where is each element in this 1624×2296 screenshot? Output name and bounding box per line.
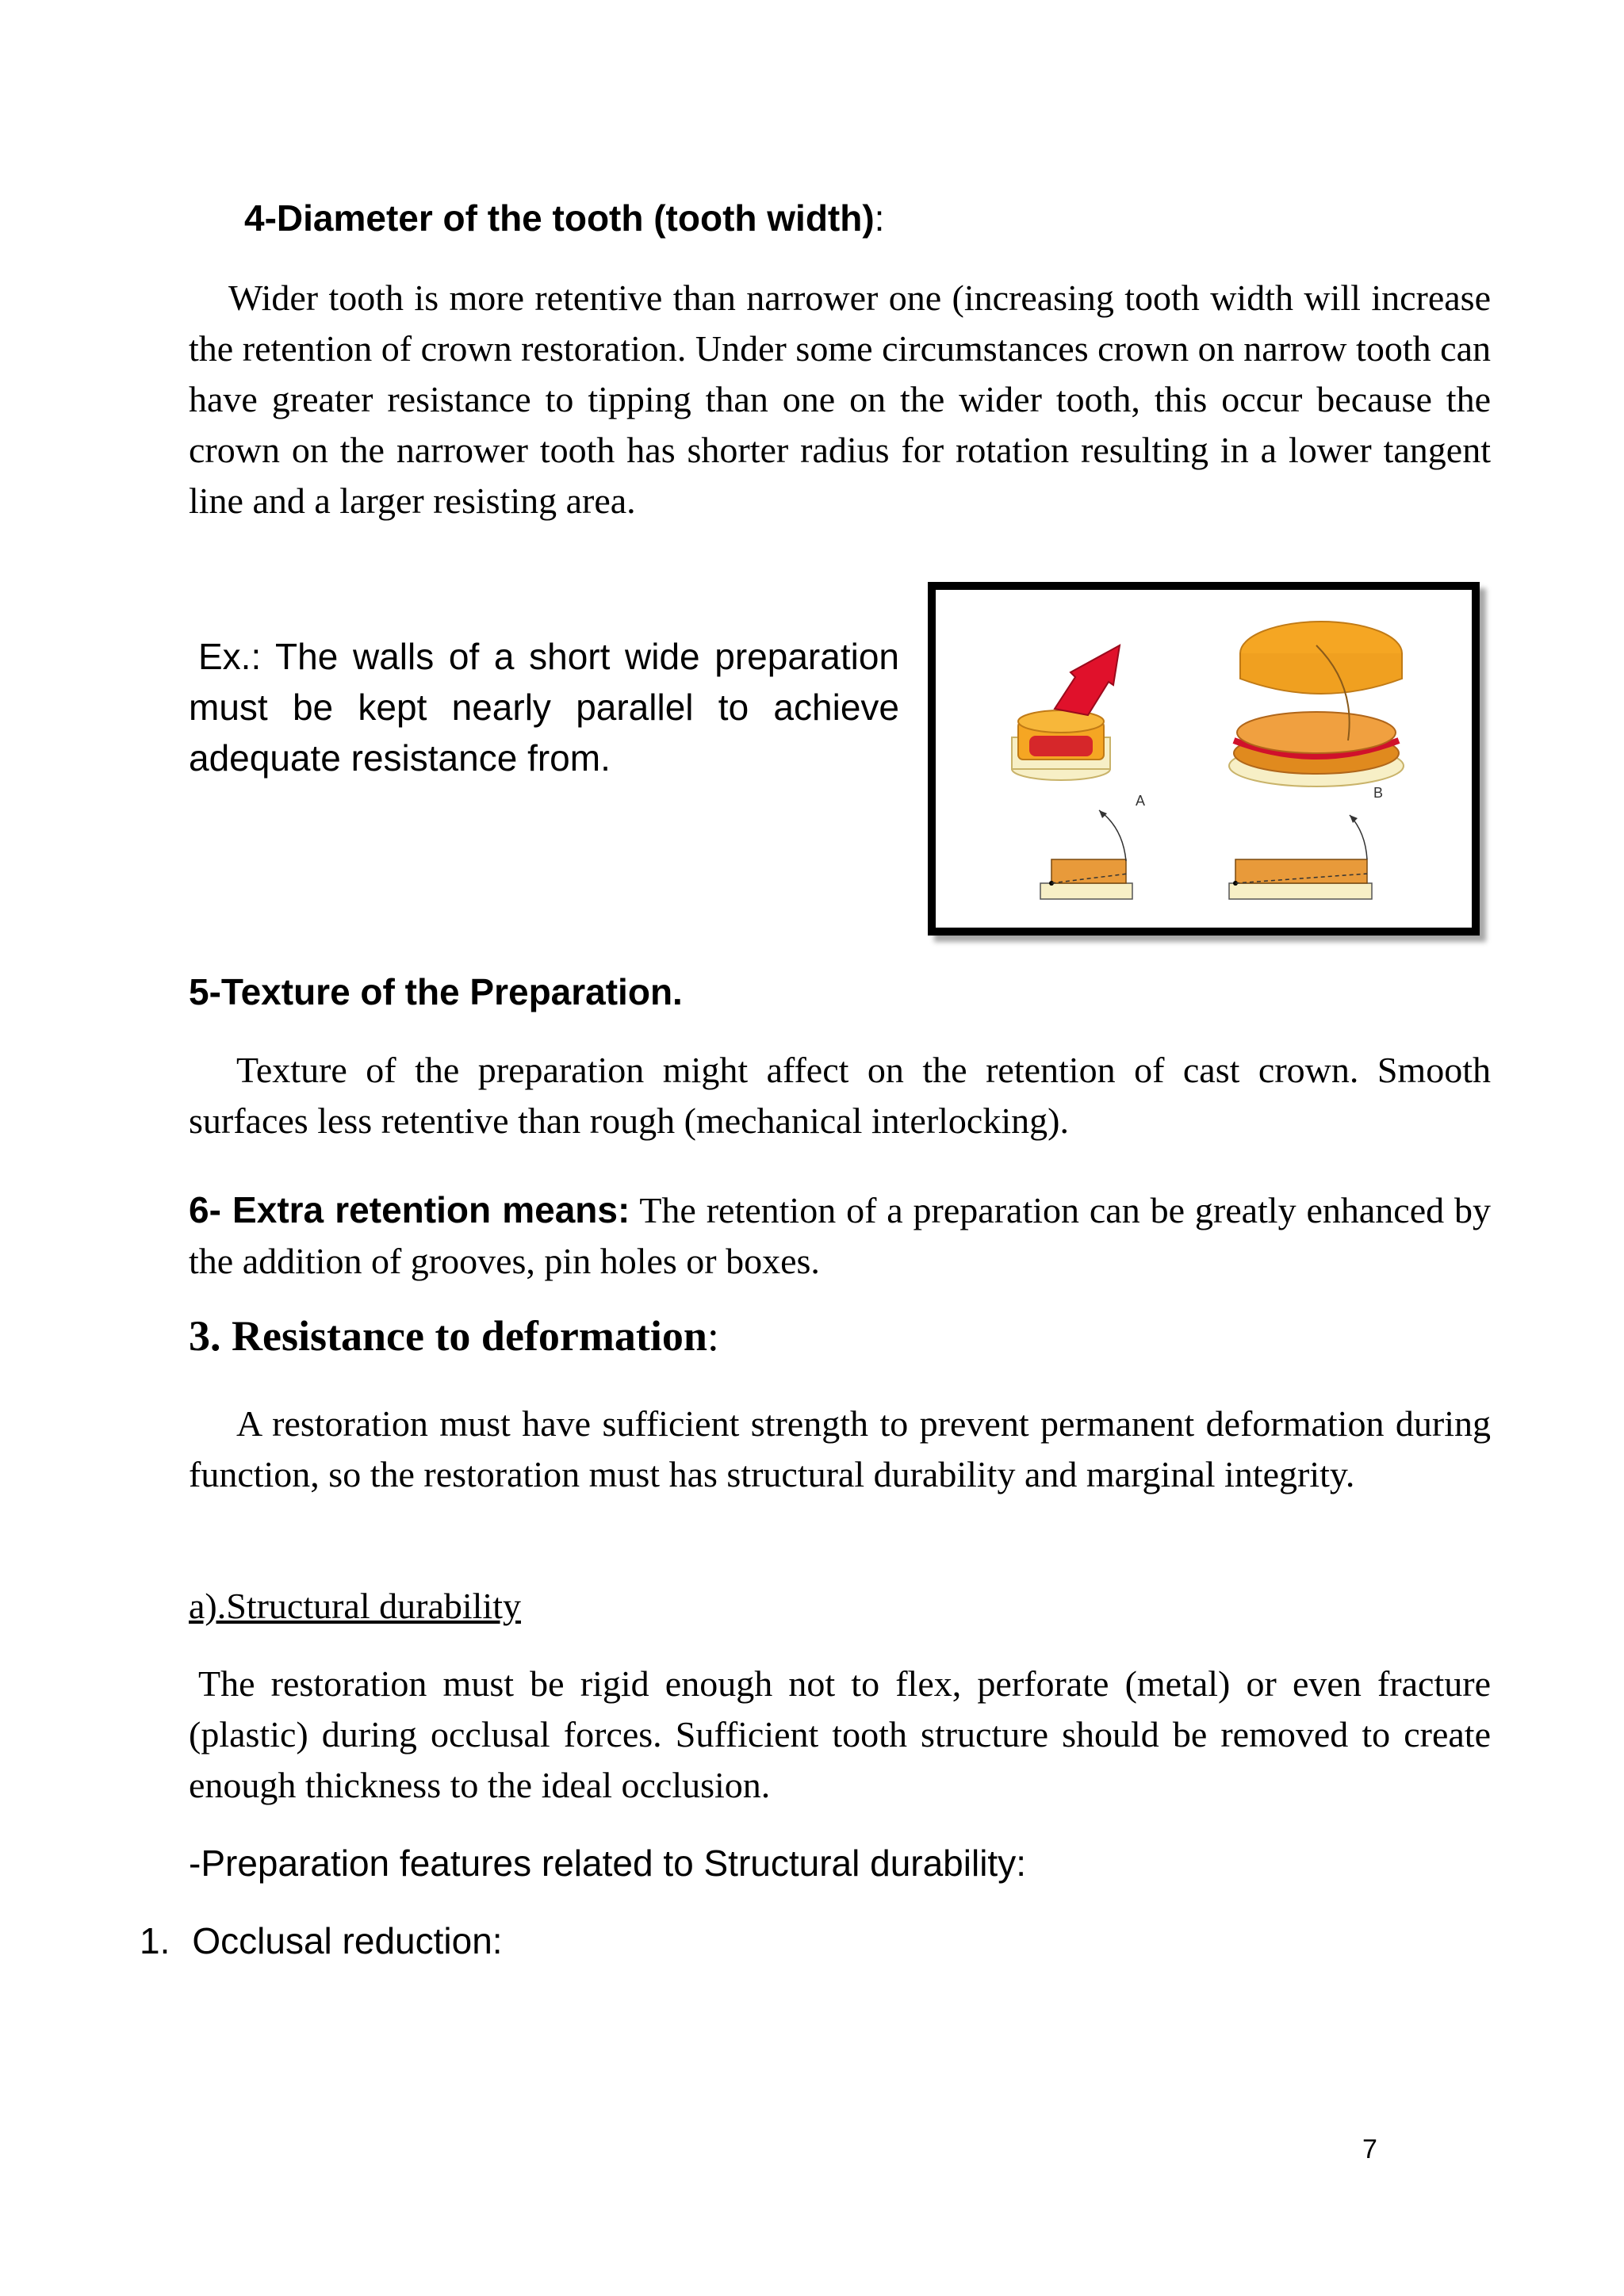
section6-heading: 6- Extra retention means: xyxy=(189,1189,630,1230)
wide-crown-illustration xyxy=(1229,622,1404,786)
section4-heading-colon: : xyxy=(874,197,885,239)
figure-illustration xyxy=(936,590,1472,928)
section4-heading xyxy=(244,197,884,239)
structural-paragraph: The restoration must be rigid enough not to flex, perforate (metal) or even fracture (plastic) during occlusal forces. Sufficient tooth structure should be removed to create enough thickness to the ideal occlusion. xyxy=(189,1663,1491,1805)
narrow-crown-illustration xyxy=(1012,645,1120,780)
narrow-rotation-diagram xyxy=(1040,810,1132,899)
resistance-heading-colon: : xyxy=(707,1312,719,1360)
wide-rotation-diagram xyxy=(1229,815,1372,899)
section6-block xyxy=(189,1184,1491,1287)
figure-label-b: B xyxy=(1373,785,1384,801)
list-item xyxy=(140,1915,503,1966)
structural-features-heading: -Preparation features related to Structural durability: xyxy=(189,1843,1026,1884)
figure-label-a: A xyxy=(1136,793,1146,809)
list-item-text: Occlusal reduction: xyxy=(192,1920,503,1961)
section6-paragraph: The retention of a preparation can be greatly enhanced by the addition of grooves, pin holes or boxes. xyxy=(189,1190,1491,1281)
section5-paragraph: Texture of the preparation might affect on the retention of cast crown. Smooth surfaces less retentive than rough (mechanical interlocking). xyxy=(189,1050,1491,1141)
page-number: 7 xyxy=(1362,2134,1377,2164)
crown-resistance-figure xyxy=(928,582,1480,936)
resistance-paragraph: A restoration must have sufficient strength to prevent permanent deformation during function, so the restoration must has structural durability and marginal integrity. xyxy=(189,1403,1491,1494)
example-text: Ex.: The walls of a short wide preparation must be kept nearly parallel to achieve adequate resistance from. xyxy=(189,636,899,779)
resistance-heading xyxy=(189,1311,719,1360)
section5-heading: 5-Texture of the Preparation. xyxy=(189,971,683,1012)
structural-subheading: a).Structural durability xyxy=(189,1586,521,1626)
section4-heading-text: 4-Diameter of the tooth (tooth width) xyxy=(244,197,875,239)
resistance-heading-text: 3. Resistance to deformation xyxy=(189,1312,707,1360)
list-item-number: 1. xyxy=(140,1920,170,1961)
section4-paragraph: Wider tooth is more retentive than narrower one (increasing tooth width will increase the retention of crown restoration. Under some circumstances crown on narrow tooth can have greater resistance to tipping than one on the wider tooth, this occur because the crown on the narrower tooth has shorter radius for rotation resulting in a lower tangent line and a larger resisting area. xyxy=(189,277,1491,521)
